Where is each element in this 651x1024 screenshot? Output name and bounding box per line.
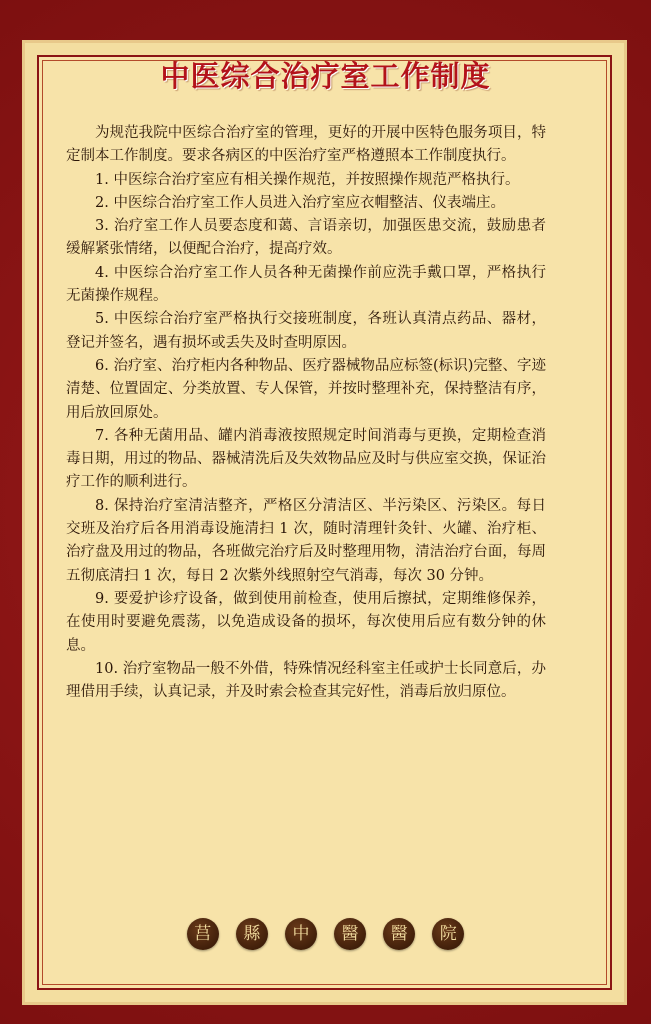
footer-char: 醫 (383, 918, 415, 950)
rule-item-3: 3. 治疗室工作人员要态度和蔼、言语亲切，加强医患交流，鼓励患者缓解紧张情绪，以便配合治疗，提高疗效。 (66, 218, 546, 258)
rule-item-5: 5. 中医综合治疗室严格执行交接班制度，各班认真清点药品、器材，登记并签名，遇有损坏或丢失及时查明原因。 (66, 311, 546, 351)
rule-item-4: 4. 中医综合治疗室工作人员各种无菌操作前应洗手戴口罩，严格执行无菌操作规程。 (66, 264, 546, 305)
rule-item-7: 7. 各种无菌用品、罐内消毒液按照规定时间消毒与更换，定期检查消毒日期，用过的物品、器械清洗后及失效物品应及时与供应室交换，保证治疗工作的顺利进行。 (66, 427, 546, 491)
footer-char: 縣 (236, 918, 268, 950)
rule-item-10: 10. 治疗室物品一般不外借，特殊情况经科室主任或护士长同意后，办理借用手续，认真记录，并及时索会检查其完好性，消毒后放归原位。 (66, 660, 546, 701)
footer-char: 莒 (187, 918, 219, 950)
rule-item-1: 1. 中医综合治疗室应有相关操作规范，并按照操作规范严格执行。 (95, 171, 520, 188)
rule-item-9: 9. 要爱护诊疗设备，做到使用前检查，使用后擦拭，定期维修保养，在使用时要避免震荡，以免造成设备的损坏，每次使用后应有数分钟的休息。 (66, 590, 546, 654)
rule-item-2: 2. 中医综合治疗室工作人员进入治疗室应衣帽整洁、仪表端庄。 (95, 194, 505, 211)
rule-item-6: 6. 治疗室、治疗柜内各种物品、医疗器械物品应标签(标识)完整、字迹清楚、位置固定、分类放置、专人保管，并按时整理补充，保持整洁有序，用后放回原处。 (66, 357, 546, 421)
footer-char: 醫 (334, 918, 366, 950)
regulation-text (66, 122, 546, 704)
rule-item-8: 8. 保持治疗室清洁整齐，严格区分清洁区、半污染区、污染区。每日交班及治疗后各用消毒设施清扫 1 次，随时清理针灸针、火罐、治疗柜、治疗盘及用过的物品，各班做完治疗后及时整理用物，清洁治疗台面，每周五彻底清扫 1 次，每日 2 次紫外线照射空气消毒，每次 30 分钟。 (66, 497, 546, 584)
intro-paragraph: 为规范我院中医综合治疗室的管理，更好的开展中医特色服务项目，特定制本工作制度。要求各病区的中医治疗室严格遵照本工作制度执行。 (66, 125, 546, 165)
page-title: 中医综合治疗室工作制度 (160, 59, 491, 93)
hospital-name-footer (0, 918, 651, 950)
footer-char: 中 (285, 918, 317, 950)
footer-char: 院 (432, 918, 464, 950)
